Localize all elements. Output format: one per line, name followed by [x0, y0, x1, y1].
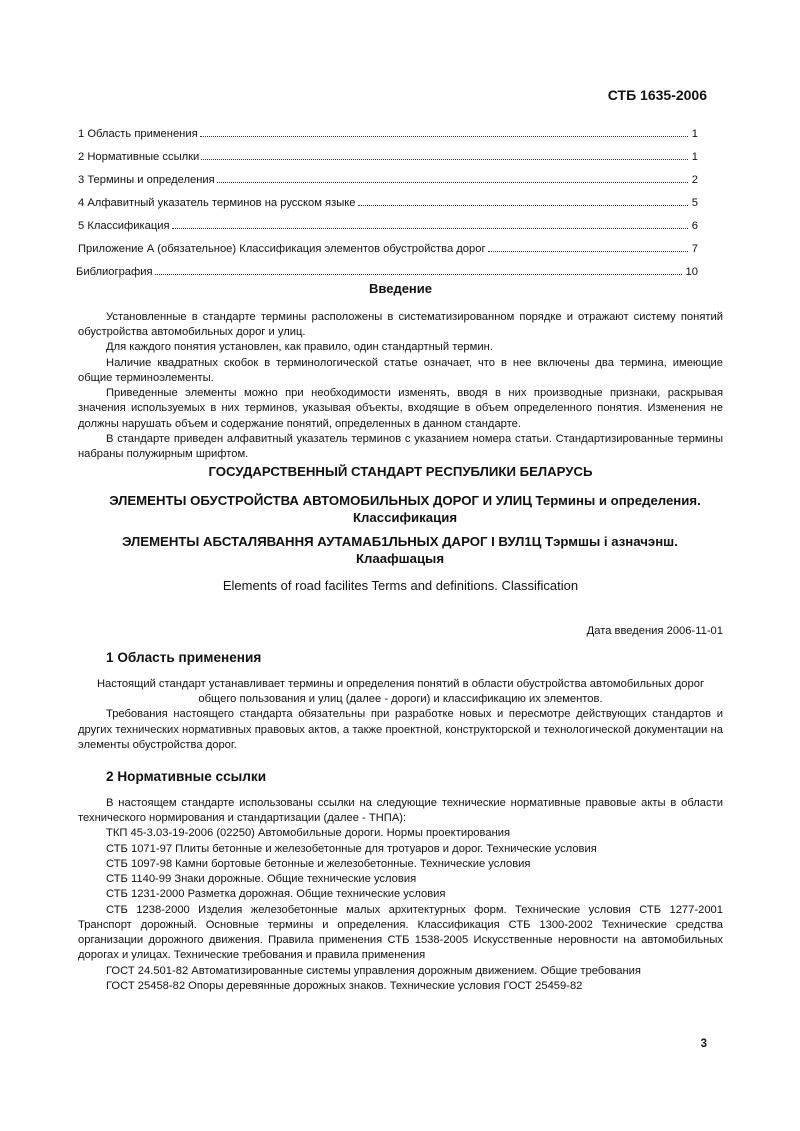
- toc-leader: [155, 274, 682, 275]
- toc-entry-label: 4 Алфавитный указатель терминов на русском языке: [78, 197, 356, 209]
- toc-entry[interactable]: [78, 219, 698, 242]
- intro-paragraph: Для каждого понятия установлен, как правило, один стандартный термин.: [106, 341, 493, 354]
- toc-entry-label: 1 Область применения: [78, 128, 198, 140]
- toc-entry[interactable]: [78, 242, 698, 265]
- toc-entry-label: 3 Термины и определения: [78, 174, 215, 186]
- toc-leader: [200, 136, 688, 137]
- intro-paragraph: Установленные в стандарте термины расположены в систематизированном порядке и отражают систему понятий обустройства автомобильных дорог и улиц.: [78, 311, 723, 339]
- introduction-date: Дата введения 2006-11-01: [586, 625, 723, 637]
- normative-reference: ТКП 45-3.03-19-2006 (02250) Автомобильные дороги. Нормы проектирования: [106, 827, 511, 840]
- toc-entry-page: 1: [691, 128, 698, 140]
- standard-title-en: Elements of road facilites Terms and definitions. Classification: [222, 578, 579, 593]
- section-1-heading: 1 Область применения: [106, 650, 262, 665]
- normative-reference: СТБ 1140-99 Знаки дорожные. Общие технические условия: [106, 873, 417, 886]
- normative-reference: СТБ 1231-2000 Разметка дорожная. Общие технические условия: [106, 888, 446, 901]
- toc-leader: [488, 251, 688, 252]
- section-2-heading: 2 Нормативные ссылки: [106, 769, 267, 784]
- toc-entry[interactable]: [78, 127, 698, 150]
- toc-entry-page: 7: [691, 243, 698, 255]
- standard-title-ru: ЭЛЕМЕНТЫ ОБУСТРОЙСТВА АВТОМОБИЛЬНЫХ ДОРОГ И УЛИЦ Термины и определения. Классификация: [109, 493, 701, 526]
- normative-reference: ГОСТ 25458-82 Опоры деревянные дорожных знаков. Технические условия ГОСТ 25459-82: [106, 979, 583, 992]
- intro-body: [78, 310, 723, 462]
- toc-entry[interactable]: [78, 150, 698, 173]
- intro-paragraph: В стандарте приведен алфавитный указатель терминов с указанием номера статьи. Стандартизированные термины набраны полужирным шрифтом.: [78, 432, 723, 461]
- toc-leader: [217, 182, 688, 183]
- normative-reference: СТБ 1071-97 Плиты бетонные и железобетонные для тротуаров и дорог. Технические условия: [106, 842, 597, 855]
- toc-leader: [358, 205, 688, 206]
- section-1-paragraph: Настоящий стандарт устанавливает термины и определения понятий в области обустройства автомобильных дорог общего пользования и улиц (далее - дороги) и классификацию их элементов.: [96, 678, 705, 706]
- toc-entry-label: Библиография: [76, 266, 153, 278]
- toc-leader: [201, 159, 687, 160]
- page-number: 3: [700, 1038, 707, 1050]
- section-2-intro: В настоящем стандарте использованы ссылки на следующие технические нормативные правовые акты в области технического нормирования и стандартизации (далее - ТНПА):: [78, 797, 723, 825]
- section-2-body: [78, 796, 723, 994]
- toc-leader: [172, 228, 688, 229]
- toc-entry[interactable]: [78, 196, 698, 219]
- toc-entry-label: 5 Классификация: [78, 220, 170, 232]
- toc-entry-label: 2 Нормативные ссылки: [78, 151, 200, 163]
- standard-title-by: ЭЛЕМЕНТЫ АБСТАЛЯВАННЯ АУТАМАБ1ЛЬНЫХ ДАРОГ I ВУЛ1Ц Тэрмшы i азначэнш. Клаафшацыя: [122, 534, 678, 567]
- toc-entry[interactable]: [78, 173, 698, 196]
- normative-reference: ГОСТ 24.501-82 Автоматизированные системы управления дорожным движением. Общие требования: [106, 964, 641, 977]
- toc-entry-label: Приложение А (обязательное) Классификация элементов обустройства дорог: [78, 243, 486, 255]
- toc-entry-page: 2: [691, 174, 698, 186]
- state-standard-title: ГОСУДАРСТВЕННЫЙ СТАНДАРТ РЕСПУБЛИКИ БЕЛАРУСЬ: [208, 464, 593, 479]
- toc-entry-page: 6: [691, 220, 698, 232]
- document-code: СТБ 1635-2006: [607, 87, 707, 103]
- section-1-body: [78, 677, 723, 753]
- section-1-paragraph: Требования настоящего стандарта обязательны при разработке новых и пересмотре действующих стандартов и других технических нормативных правовых актов, а также проектной, конструкторской и технологической документации на элементы обустройства дорог.: [78, 708, 723, 751]
- normative-reference: СТБ 1238-2000 Изделия железобетонные малых архитектурных форм. Технические условия СТБ 1277-2001 Транспорт дорожный. Основные термины и определения. Классификация СТБ 1300-2002 Технические средства организации дорожного движения. Правила применения СТБ 1538-2005 Искусственные неровности на автомобильных дорогах и улицах. Технические требования и правила применения: [78, 903, 723, 962]
- intro-paragraph: Наличие квадратных скобок в терминологической статье означает, что в нее включены два термина, имеющие общие терминоэлементы.: [78, 356, 723, 384]
- intro-heading: Введение: [369, 281, 432, 296]
- intro-paragraph: Приведенные элементы можно при необходимости изменять, вводя в них производные признаки, раскрывая значения используемых в них терминов, указывая объекты, входящие в объем определенного понятия. Изменения не должны нарушать объем и содержание понятий, определенных в данном стандарте.: [78, 387, 723, 430]
- table-of-contents: [78, 127, 698, 288]
- toc-entry-page: 5: [691, 197, 698, 209]
- normative-reference: СТБ 1097-98 Камни бортовые бетонные и железобетонные. Технические условия: [106, 857, 531, 870]
- toc-entry-page: 1: [691, 151, 698, 163]
- toc-entry-page: 10: [685, 266, 698, 278]
